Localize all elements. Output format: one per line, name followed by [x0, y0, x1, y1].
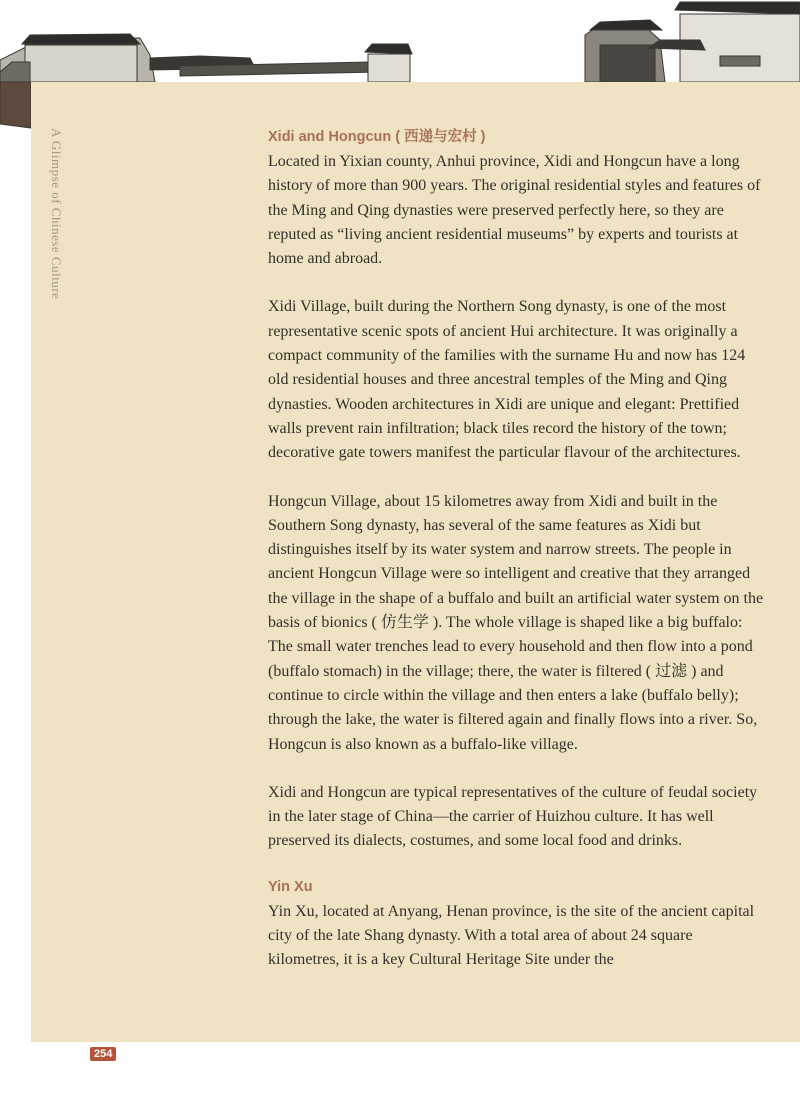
paragraph-yin-xu: Yin Xu, located at Anyang, Henan province, is the site of the ancient capital city of the late Shang dynasty. With a total area of about 24 square kilometres, it is a key Cultural Heritage Site under the — [268, 902, 755, 969]
running-side-title: A Glimpse of Chinese Culture — [49, 128, 64, 300]
paragraph-xidi-village: Xidi Village, built during the Northern Song dynasty, is one of the most representative scenic spots of ancient Hui architecture. It was originally a compact community of the families with the surname Hu and now has 124 old residential houses and three ancestral temples of the Ming and Qing dynasties. Wooden architectures in Xidi are unique and elegant: Prettified walls prevent rain infiltration; black tiles record the history of the town; decorative gate towers manifest the particular flavour of the architectures. — [268, 298, 746, 462]
right-houses-illustration — [585, 2, 800, 82]
paragraph-xidi-hongcun-culture: Xidi and Hongcun are typical representatives of the culture of feudal society in the later stage of China—the carrier of Huizhou culture. It has well preserved its dialects, costumes, and some local food and drinks. — [268, 783, 758, 850]
paragraph-hongcun-village: Hongcun Village, about 15 kilometres away from Xidi and built in the Southern Song dynasty, has several of the same features as Xidi but distinguishes itself by its water system and narrow streets. The people in ancient Hongcun Village were so intelligent and creative that they arranged the village in the shape of a buffalo and built an artificial water system on the basis of bionics ( 仿生学 ). The whole village is shaped like a big buffalo: The small water trenches lead to every household and then flow into a pond (buffalo stomach) in the village; there, the water is filtered ( 过滤 ) and continue to circle within the village and then enters a lake (buffalo belly); through the lake, the water is filtered again and finally flows into a river. So, Hongcun is also known as a buffalo-like village. — [268, 492, 764, 753]
page-number-badge: 254 — [90, 1047, 116, 1061]
section-heading-xidi-hongcun: Xidi and Hongcun ( 西递与宏村 ) — [268, 129, 486, 145]
section-heading-yin-xu: Yin Xu — [268, 878, 313, 895]
article-body — [268, 124, 768, 973]
paragraph-xidi-hongcun-intro: Located in Yixian county, Anhui province, Xidi and Hongcun have a long history of more than 900 years. The original residential styles and features of the Ming and Qing dynasties were preserved perfectly here, so they are reputed as “living ancient residential museums” by experts and tourists at home and abroad. — [268, 153, 761, 268]
